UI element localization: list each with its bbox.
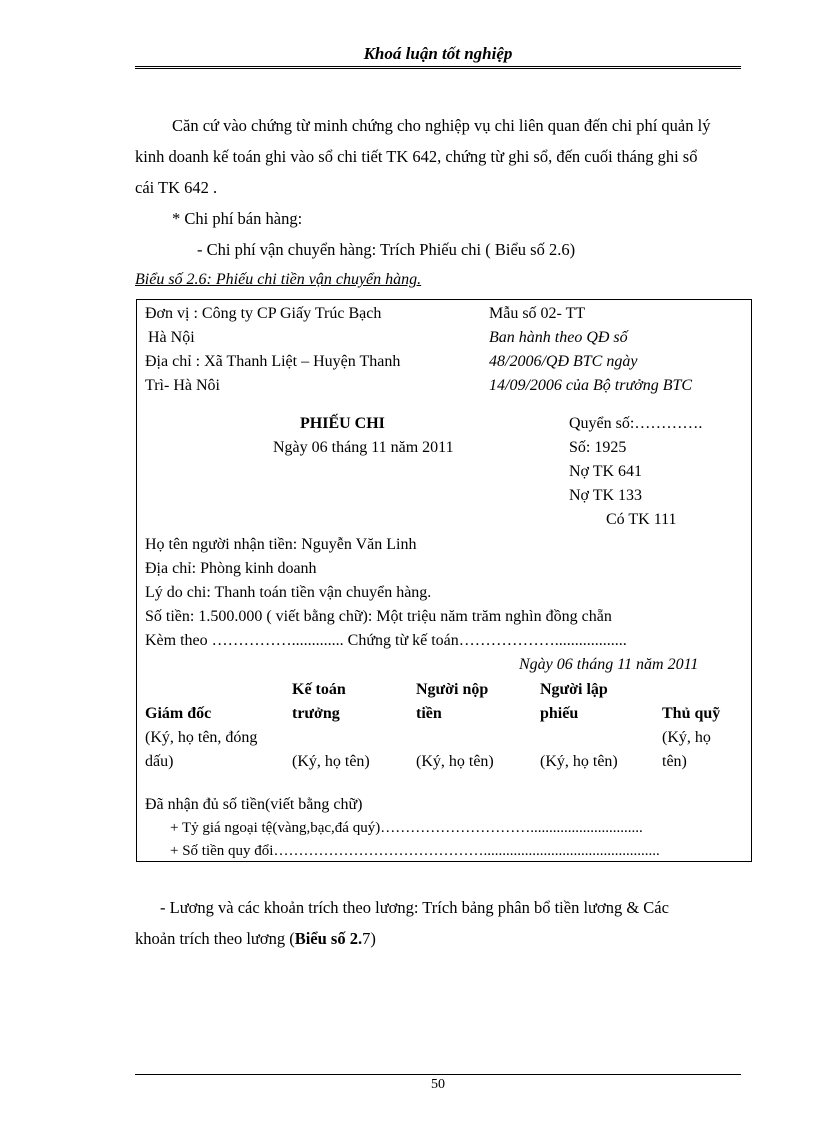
header-title: Khoá luận tốt nghiệp [363, 44, 513, 63]
intro-line-1: Căn cứ vào chứng từ minh chứng cho nghiệp vụ chi liên quan đến chi phí quản lý [172, 116, 711, 135]
exchange-rate: + Tỷ giá ngoại tệ(vàng,bạc,đá quý)………………………….............................. [170, 820, 643, 836]
outro-line-1: - Lương và các khoản trích theo lương: Trích bảng phân bổ tiền lương & Các [160, 898, 669, 917]
sig-cashier-note-2: tên) [662, 753, 687, 770]
voucher-number: Số: 1925 [569, 439, 627, 456]
header-rule [135, 66, 741, 67]
sig-chief-title-1: Kế toán [292, 681, 346, 698]
voucher-date: Ngày 06 tháng 11 năm 2011 [273, 439, 454, 456]
receiver-address: Địa chỉ: Phòng kinh doanh [145, 560, 317, 577]
sig-preparer-note: (Ký, họ tên) [540, 753, 618, 770]
attached-documents: Kèm theo ……………............. Chứng từ kế toán……………….................. [145, 632, 627, 649]
voucher-unit: Đơn vị : Công ty CP Giấy Trúc Bạch [145, 305, 382, 322]
book-number: Quyển số:…………. [569, 415, 703, 432]
sig-cashier-note-1: (Ký, họ [662, 729, 711, 746]
page-number: 50 [431, 1077, 445, 1092]
intro-line-3: cái TK 642 . [135, 178, 218, 197]
sig-payee-note: (Ký, họ tên) [416, 753, 494, 770]
payment-reason: Lý do chi: Thanh toán tiền vận chuyển hàng. [145, 584, 432, 601]
issued-note-2: 48/2006/QĐ BTC ngày [489, 353, 638, 370]
payment-amount: Số tiền: 1.500.000 ( viết bằng chữ): Một triệu năm trăm nghìn đồng chẵn [145, 608, 612, 625]
intro-line-2: kinh doanh kế toán ghi vào sổ chi tiết TK 642, chứng từ ghi sổ, đến cuối tháng ghi sổ [135, 147, 698, 166]
voucher-address-2: Trì- Hà Nôi [145, 377, 220, 394]
converted-amount: + Số tiền quy đổi……………………………………............................................... [170, 843, 660, 859]
receiver-name: Họ tên người nhận tiền: Nguyễn Văn Linh [145, 536, 417, 553]
sig-preparer-title-2: phiếu [540, 705, 579, 722]
intro-line-4: * Chi phí bán hàng: [172, 209, 303, 228]
issued-note-3: 14/09/2006 của Bộ trưởng BTC [489, 377, 693, 394]
intro-line-5: - Chi phí vận chuyển hàng: Trích Phiếu chi ( Biểu số 2.6) [197, 240, 576, 259]
debit-account-2: Nợ TK 133 [569, 487, 643, 504]
sig-director-note-2: dấu) [145, 753, 174, 770]
voucher-address: Địa chỉ : Xã Thanh Liệt – Huyện Thanh [145, 353, 401, 370]
form-number: Mẫu số 02- TT [489, 305, 586, 322]
outro-line-2 [135, 929, 376, 949]
footer-rule [135, 1074, 741, 1075]
voucher-title: PHIẾU CHI [300, 415, 385, 432]
sig-director-note-1: (Ký, họ tên, đóng [145, 729, 258, 746]
sig-payee-title-1: Người nộp [416, 681, 489, 698]
sig-director-title: Giám đốc [145, 705, 212, 722]
figure-caption: Biểu số 2.6: Phiếu chi tiền vận chuyển hàng. [135, 271, 422, 288]
outro-line-2-bold: Biểu số 2. [294, 929, 363, 948]
signature-date: Ngày 06 tháng 11 năm 2011 [519, 656, 699, 673]
outro-line-2-suffix: 7) [362, 929, 376, 948]
voucher-unit-city: Hà Nội [148, 329, 195, 346]
sig-cashier-title: Thủ quỹ [662, 705, 721, 722]
outro-line-2-prefix: khoản trích theo lương ( [135, 929, 295, 948]
sig-chief-note: (Ký, họ tên) [292, 753, 370, 770]
received-amount: Đã nhận đủ số tiền(viết bằng chữ) [145, 796, 363, 813]
sig-preparer-title-1: Người lập [540, 681, 608, 698]
sig-chief-title-2: trưởng [292, 705, 340, 722]
sig-payee-title-2: tiền [416, 705, 442, 722]
credit-account: Có TK 111 [606, 511, 677, 528]
issued-note-1: Ban hành theo QĐ số [489, 329, 628, 346]
header-rule-2 [135, 68, 741, 69]
debit-account-1: Nợ TK 641 [569, 463, 643, 480]
